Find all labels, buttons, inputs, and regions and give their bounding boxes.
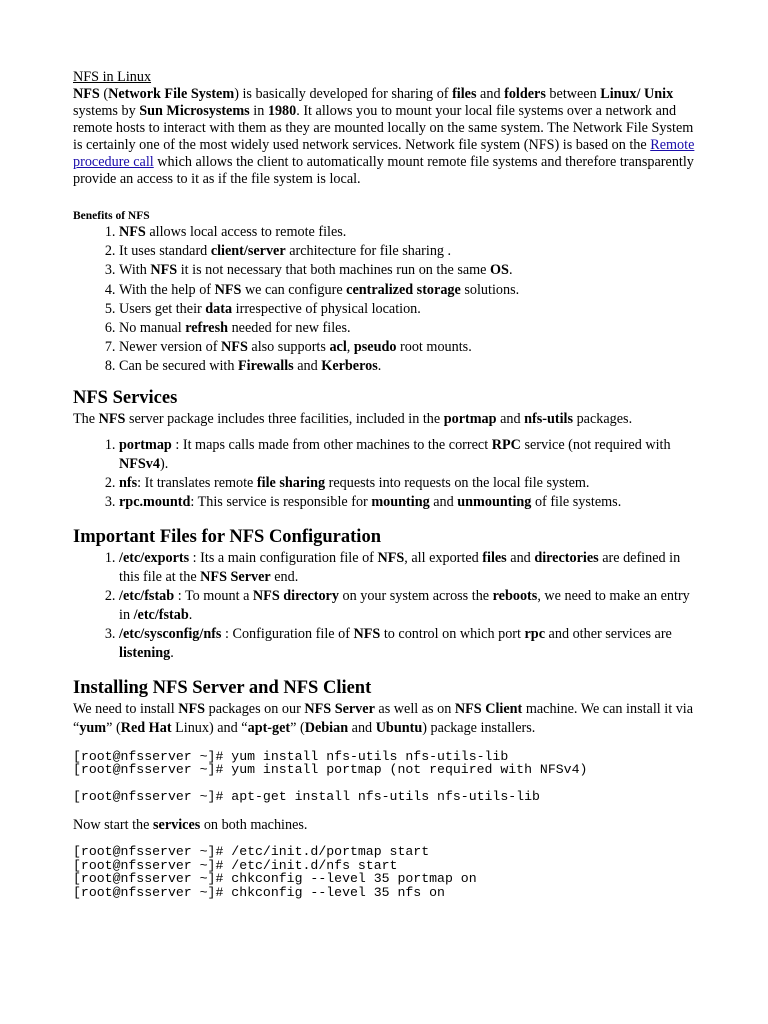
files-list [73,549,698,663]
list-item: 5. Users get their data irrespective of physical location. [119,300,698,319]
services-intro: The NFS server package includes three facilities, included in the portmap and nfs-utils packages. [73,410,633,427]
list-item: 3. rpc.mountd: This service is responsible for mounting and unmounting of file systems. [119,493,698,512]
document-body [73,69,698,899]
list-item: 2. nfs: It translates remote file sharing requests into requests on the local file system. [119,474,698,493]
list-item: 8. Can be secured with Firewalls and Kerberos. [119,357,698,376]
list-item: 2. /etc/fstab : To mount a NFS directory on your system across the reboots, we need to make an entry in /etc/fstab. [119,587,698,625]
install-paragraph: We need to install NFS packages on our NFS Server as well as on NFS Client machine. We can install it via “yum” (Red Hat Linux) and “apt-get” (Debian and Ubuntu) package installers. [73,700,694,736]
files-heading: Important Files for NFS Configuration [73,526,381,547]
install-code-block: [root@nfsserver ~]# yum install nfs-utils nfs-utils-lib [root@nfsserver ~]# yum install portmap (not required with NFSv4) [root@nfsserver ~]# apt-get install nfs-utils nfs-utils-lib [73,748,588,805]
list-item: 1. portmap : It maps calls made from other machines to the correct RPC service (not required with NFSv4). [119,436,698,474]
list-item: 4. With the help of NFS we can configure centralized storage solutions. [119,281,698,300]
list-item: 1. /etc/exports : Its a main configuration file of NFS, all exported files and directories are defined in this file at the NFS Server end. [119,549,698,587]
list-item: 3. /etc/sysconfig/nfs : Configuration file of NFS to control on which port rpc and other services are listening. [119,625,698,663]
services-list [73,436,698,512]
rpc-link[interactable]: Remote procedure call [73,137,695,170]
list-item: 6. No manual refresh needed for new files. [119,319,698,338]
list-item: 3. With NFS it is not necessary that both machines run on the same OS. [119,261,698,280]
services-heading: NFS Services [73,387,178,408]
benefits-heading: Benefits of NFS [73,210,150,222]
list-item: 1. NFS allows local access to remote files. [119,223,698,242]
start-paragraph: Now start the services on both machines. [73,817,308,833]
start-code-block: [root@nfsserver ~]# /etc/init.d/portmap start [root@nfsserver ~]# /etc/init.d/nfs start [root@nfsserver ~]# chkconfig --level 35 portmap on [root@nfsserver ~]# chkconfig --level 35 nfs on [73,844,477,900]
doc-title: NFS in Linux [73,69,152,85]
benefits-list [73,223,698,377]
list-item: 7. Newer version of NFS also supports acl, pseudo root mounts. [119,338,698,357]
install-heading: Installing NFS Server and NFS Client [73,677,372,698]
intro-paragraph: NFS (Network File System) is basically developed for sharing of files and folders between Linux/ Unix systems by Sun Microsystems in 1980. It allows you to mount your local file systems over a network and remote hosts to interact with them as they are mounted locally on the same system. The Network File System is certainly one of the most widely used network services. Network file system (NFS) is based on the Remote procedure call which allows the client to automatically mount remote file systems and therefore transparently provide an access to it as if the file system is local. [73,86,695,187]
list-item: 2. It uses standard client/server architecture for file sharing . [119,242,698,261]
